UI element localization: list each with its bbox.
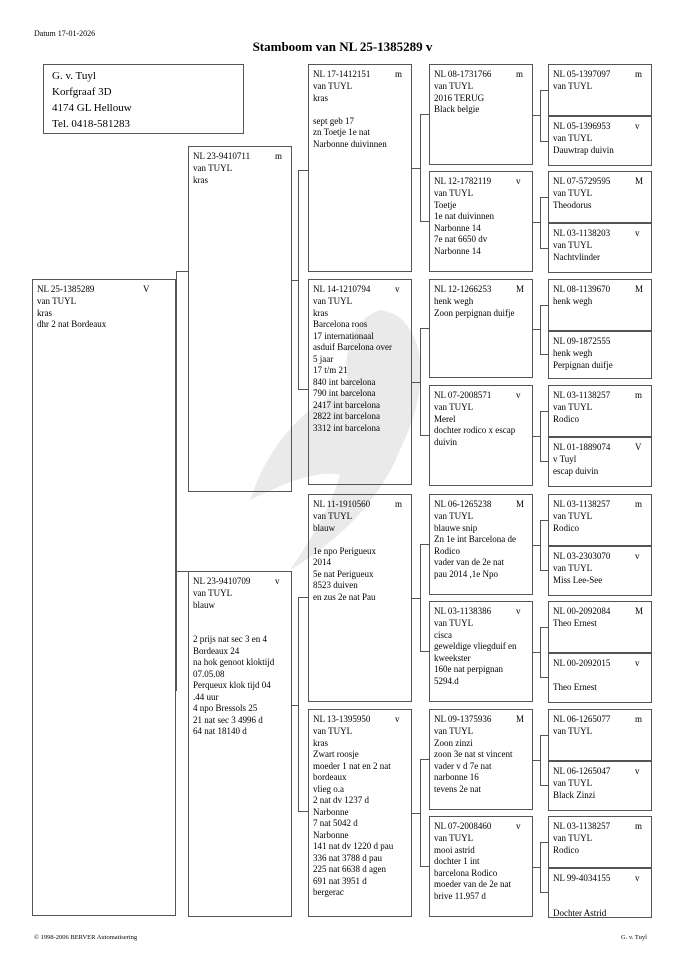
pigeon-details: van TUYL cisca geweldige vliegduif en kweekster 160e nat perpignan 5294.d: [434, 618, 517, 686]
grandparent-box: [308, 494, 412, 702]
connector-line: [540, 197, 548, 198]
pigeon-details: van TUYL Black Zinzi: [553, 778, 596, 800]
connector-line: [540, 627, 541, 678]
pigeon-details: van TUYL Zoon zinzi zoon 3e nat st vincent vader v d 7e nat narbonne 16 tevens 2e nat: [434, 726, 513, 794]
connector-line: [298, 597, 299, 812]
pigeon-sex: v: [635, 658, 640, 668]
connector-line: [533, 867, 540, 868]
connector-line: [540, 141, 548, 142]
great-grandparent-box: [429, 171, 533, 272]
connector-line: [540, 248, 548, 249]
great-grandparent-box: [429, 385, 533, 486]
ancestor-box: [548, 546, 652, 596]
pigeon-ring: NL 03-1138203: [553, 228, 611, 238]
pigeon-details: van TUYL kras Barcelona roos 17 internationaal asduif Barcelona over 5 jaar 17 t/m 21 840 int barcelona 790 int barcelona 2417 int barcelona 2822 int barcelona 3312 int barcelona: [313, 296, 392, 433]
connector-line: [420, 221, 429, 222]
pigeon-ring: NL 06-1265047: [553, 766, 611, 776]
owner-phone: Tel. 0418-581283: [52, 118, 131, 130]
pigeon-details: van TUYL blauwe snip Zn 1e int Barcelona de Rodico vader van de 2e nat pau 2014 ,1e Npo: [434, 511, 516, 579]
pigeon-details: van TUYL: [553, 726, 593, 736]
connector-line: [540, 735, 548, 736]
connector-line: [298, 811, 308, 812]
pigeon-ring: NL 09-1375936: [434, 714, 492, 724]
ancestor-box: [548, 653, 652, 703]
ancestor-box: [548, 816, 652, 868]
pigeon-sex: v: [635, 766, 640, 776]
pigeon-sex: m: [516, 69, 524, 79]
pigeon-details: van TUYL Miss Lee-See: [553, 563, 603, 585]
ancestor-box: [548, 116, 652, 166]
pigeon-sex: v: [635, 228, 640, 238]
connector-line: [176, 271, 177, 691]
pigeon-sex: v: [275, 576, 280, 586]
pigeon-details: Theo Ernest: [553, 618, 597, 628]
pigeon-sex: V: [143, 284, 150, 294]
connector-line: [540, 90, 548, 91]
pigeon-sex: v: [635, 873, 640, 883]
pigeon-details: henk wegh Perpignan duifje: [553, 348, 613, 370]
connector-line: [420, 114, 429, 115]
connector-line: [420, 328, 421, 436]
connector-line: [533, 652, 540, 653]
pigeon-sex: m: [395, 69, 403, 79]
connector-line: [533, 222, 540, 223]
pigeon-details: van TUYL Merel dochter rodico x escap duivin: [434, 402, 516, 447]
ancestor-box: [548, 761, 652, 811]
connector-line: [176, 271, 188, 272]
pigeon-ring: NL 05-1397097: [553, 69, 611, 79]
mother-pigeon-box: [188, 571, 292, 917]
owner-name: G. v. Tuyl: [52, 70, 96, 82]
connector-line: [540, 411, 548, 412]
owner-street: Korfgraaf 3D: [52, 86, 112, 98]
pigeon-details: van TUYL: [553, 81, 593, 91]
footer-copyright: © 1998-2006 BERVER Automatisering: [34, 934, 138, 941]
footer-owner: G. v. Tuyl: [621, 934, 647, 941]
connector-line: [540, 842, 548, 843]
pigeon-sex: v: [516, 176, 521, 186]
connector-line: [420, 866, 429, 867]
connector-line: [540, 520, 548, 521]
pigeon-sex: m: [635, 821, 643, 831]
connector-line: [292, 280, 298, 281]
pigeon-details: van TUYL Theodorus: [553, 188, 593, 210]
great-grandparent-box: [429, 816, 533, 917]
connector-line: [176, 571, 188, 572]
connector-line: [412, 598, 420, 599]
pigeon-sex: m: [635, 714, 643, 724]
great-grandparent-box: [429, 709, 533, 810]
pigeon-ring: NL 00-2092015: [553, 658, 611, 668]
connector-line: [540, 305, 548, 306]
pigeon-ring: NL 03-1138257: [553, 390, 611, 400]
pigeon-ring: NL 25-1385289: [37, 284, 95, 294]
grandparent-box: [308, 279, 412, 485]
pigeon-details: van TUYL Dauwtrap duivin: [553, 133, 614, 155]
pigeon-ring: NL 13-1395950: [313, 714, 371, 724]
connector-line: [420, 759, 429, 760]
great-grandparent-box: [429, 64, 533, 165]
pigeon-ring: NL 17-1412151: [313, 69, 371, 79]
pigeon-sex: v: [516, 606, 521, 616]
pigeon-ring: NL 01-1889074: [553, 442, 611, 452]
grandparent-box: [308, 709, 412, 917]
connector-line: [420, 544, 429, 545]
pigeon-ring: NL 11-1910560: [313, 499, 371, 509]
grandparent-box: [308, 64, 412, 272]
great-grandparent-box: [429, 494, 533, 595]
connector-line: [540, 842, 541, 893]
pigeon-sex: M: [516, 714, 525, 724]
connector-line: [540, 461, 548, 462]
pigeon-sex: M: [635, 284, 644, 294]
pigeon-details: van TUYL Rodico: [553, 511, 593, 533]
pigeon-sex: M: [635, 176, 644, 186]
pigeon-ring: NL 03-1138257: [553, 821, 611, 831]
pigeon-ring: NL 07-2008460: [434, 821, 492, 831]
pigeon-ring: NL 00-2092084: [553, 606, 611, 616]
pigeon-sex: V: [635, 442, 642, 452]
pigeon-ring: NL 03-2303070: [553, 551, 611, 561]
connector-line: [540, 411, 541, 462]
connector-line: [298, 170, 299, 390]
connector-line: [420, 435, 429, 436]
pigeon-details: henk wegh Zoon perpignan duifje: [434, 296, 515, 318]
ancestor-box: [548, 709, 652, 761]
connector-line: [298, 170, 308, 171]
pigeon-sex: M: [516, 284, 525, 294]
connector-line: [412, 382, 420, 383]
pigeon-ring: NL 03-1138257: [553, 499, 611, 509]
connector-line: [540, 570, 548, 571]
ancestor-box: [548, 279, 652, 331]
connector-line: [420, 759, 421, 867]
pigeon-details: van TUYL Nachtvlinder: [553, 240, 600, 262]
pigeon-details: van TUYL Toetje 1e nat duivinnen Narbonne 14 7e nat 6650 dv Narbonne 14: [434, 188, 494, 256]
pigeon-ring: NL 07-2008571: [434, 390, 492, 400]
connector-line: [533, 115, 540, 116]
pigeon-details: Theo Ernest: [553, 681, 597, 692]
pigeon-details: van TUYL blauw 2 prijs nat sec 3 en 4 Bordeaux 24 na hok genoot kloktijd 07.05.08 Perqueux klok tijd 04 .44 uur 4 npo Bressols 25 21 nat sec 3 4996 d 64 nat 18140 d: [193, 588, 275, 736]
pigeon-details: van TUYL kras: [193, 163, 233, 185]
pigeon-sex: m: [635, 69, 643, 79]
connector-line: [412, 813, 420, 814]
connector-line: [540, 354, 548, 355]
print-date: Datum 17-01-2026: [34, 29, 96, 38]
pigeon-details: van TUYL mooi astrid dochter 1 int barcelona Rodico moeder van de 2e nat brive 11.957 d: [434, 833, 511, 901]
pigeon-sex: v: [635, 121, 640, 131]
ancestor-box: [548, 385, 652, 437]
connector-line: [540, 90, 541, 142]
connector-line: [540, 735, 541, 786]
pigeon-details: van TUYL Rodico: [553, 402, 593, 424]
pigeon-ring: NL 07-5729595: [553, 176, 611, 186]
subject-pigeon-box: [32, 279, 176, 916]
pigeon-details: v Tuyl escap duivin: [553, 454, 599, 476]
pigeon-sex: m: [395, 499, 403, 509]
connector-line: [292, 705, 298, 706]
connector-line: [533, 329, 540, 330]
ancestor-box: [548, 494, 652, 546]
pigeon-ring: NL 05-1396953: [553, 121, 611, 131]
connector-line: [420, 544, 421, 652]
pigeon-ring: NL 12-1266253: [434, 284, 492, 294]
pigeon-sex: v: [395, 284, 400, 294]
pigeon-ring: NL 06-1265077: [553, 714, 611, 724]
pigeon-ring: NL 12-1782119: [434, 176, 492, 186]
pigeon-ring: NL 06-1265238: [434, 499, 492, 509]
page-title: Stamboom van NL 25-1385289 v: [252, 39, 433, 54]
connector-line: [533, 760, 540, 761]
pigeon-details: van TUYL kras dhr 2 nat Bordeaux: [37, 296, 107, 329]
pigeon-details: van TUYL kras sept geb 17 zn Toetje 1e nat Narbonne duivinnen: [313, 81, 387, 149]
pigeon-sex: v: [635, 551, 640, 561]
pigeon-ring: NL 08-1139670: [553, 284, 611, 294]
pigeon-ring: NL 23-9410709: [193, 576, 251, 586]
pigeon-sex: M: [516, 499, 525, 509]
ancestor-box: [548, 223, 652, 273]
connector-line: [420, 651, 429, 652]
connector-line: [540, 627, 548, 628]
pigeon-ring: NL 08-1731766: [434, 69, 492, 79]
connector-line: [540, 197, 541, 249]
pigeon-sex: v: [395, 714, 400, 724]
pigeon-ring: NL 03-1138386: [434, 606, 492, 616]
ancestor-box: [548, 171, 652, 223]
pigeon-sex: m: [635, 390, 643, 400]
pigeon-sex: m: [635, 499, 643, 509]
connector-line: [540, 892, 548, 893]
connector-line: [298, 389, 308, 390]
connector-line: [533, 436, 540, 437]
connector-line: [412, 168, 420, 169]
connector-line: [533, 545, 540, 546]
ancestor-box: [548, 437, 652, 487]
father-pigeon-box: [188, 146, 292, 492]
pigeon-ring: NL 99-4034155: [553, 873, 611, 883]
great-grandparent-box: [429, 279, 533, 378]
connector-line: [540, 677, 548, 678]
pigeon-sex: M: [635, 606, 644, 616]
pigeon-sex: v: [516, 821, 521, 831]
pigeon-details: van TUYL Rodico: [553, 833, 593, 855]
pigeon-details: henk wegh: [553, 296, 593, 306]
ancestor-box: [548, 331, 652, 379]
pigeon-sex: v: [516, 390, 521, 400]
pigeon-sex: m: [275, 151, 283, 161]
connector-line: [420, 328, 429, 329]
connector-line: [540, 520, 541, 571]
connector-line: [420, 114, 421, 222]
pigeon-ring: NL 14-1210794: [313, 284, 371, 294]
pigeon-details: van TUYL kras Zwart roosje moeder 1 nat en 2 nat bordeaux vlieg o.a 2 nat dv 1237 d Narbonne 7 nat 5042 d Narbonne 141 nat dv 1220 d pau 336 nat 3788 d pau 225 nat 6638 d agen 691 nat 3951 d bergerac: [313, 726, 394, 897]
pigeon-details: van TUYL 2016 TERUG Black belgie: [434, 81, 485, 114]
pigeon-details: van TUYL blauw 1e npo Perigueux 2014 5e nat Perigueux 8523 duiven en zus 2e nat Pau: [313, 511, 376, 602]
ancestor-box: [548, 868, 652, 918]
connector-line: [298, 597, 308, 598]
owner-box: [43, 64, 244, 134]
connector-line: [540, 305, 541, 355]
connector-line: [540, 785, 548, 786]
pigeon-ring: NL 09-1872555: [553, 336, 611, 346]
ancestor-box: [548, 64, 652, 116]
ancestor-box: [548, 601, 652, 653]
great-grandparent-box: [429, 601, 533, 702]
pigeon-details: Dochter Astrid: [553, 908, 607, 918]
owner-city: 4174 GL Hellouw: [52, 102, 132, 114]
pigeon-ring: NL 23-9410711: [193, 151, 251, 161]
